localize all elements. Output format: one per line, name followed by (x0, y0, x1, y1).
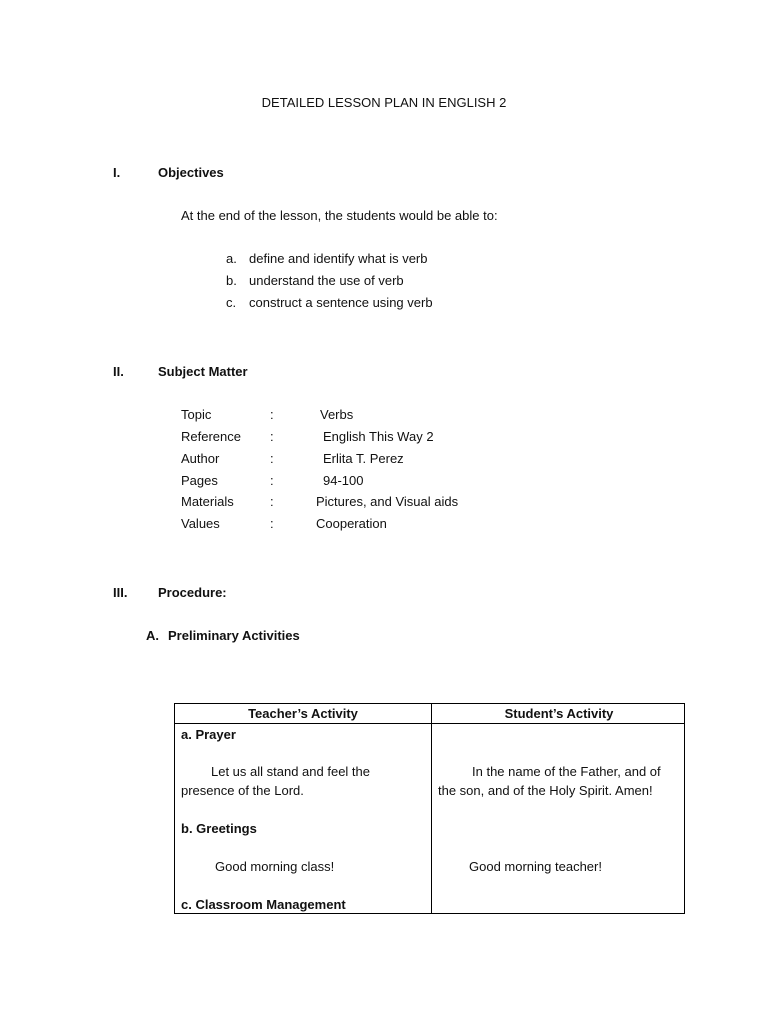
objective-letter: b. (226, 273, 237, 288)
student-prayer-line: In the name of the Father, and of (472, 764, 661, 779)
objectives-intro: At the end of the lesson, the students would be able to: (181, 208, 498, 223)
subject-label-author: Author (181, 451, 220, 466)
table-header-divider (175, 723, 684, 724)
subject-label-materials: Materials (181, 494, 234, 509)
subject-colon: : (270, 516, 274, 531)
section-numeral-subject-matter: II. (113, 364, 124, 379)
objective-letter: a. (226, 251, 237, 266)
teacher-classroom-management-heading: c. Classroom Management (181, 897, 346, 912)
subject-value-materials: Pictures, and Visual aids (316, 494, 459, 509)
section-heading-procedure: Procedure: (158, 585, 227, 600)
document-title: DETAILED LESSON PLAN IN ENGLISH 2 (261, 95, 507, 110)
objective-item: understand the use of verb (249, 273, 404, 288)
subject-colon: : (270, 429, 274, 444)
section-numeral-objectives: I. (113, 165, 121, 180)
subject-label-reference: Reference (181, 429, 241, 444)
subject-label-pages: Pages (181, 473, 218, 488)
subject-value-author: Erlita T. Perez (323, 451, 404, 466)
table-column-divider (431, 704, 432, 913)
teacher-greetings-heading: b. Greetings (181, 821, 257, 836)
teacher-prayer-heading: a. Prayer (181, 727, 236, 742)
subject-colon: : (270, 407, 274, 422)
subsection-letter: A. (146, 628, 159, 643)
subject-colon: : (270, 494, 274, 509)
subject-value-pages: 94-100 (323, 473, 364, 488)
activity-table (174, 703, 685, 914)
subsection-heading-preliminary-activities: Preliminary Activities (168, 628, 300, 643)
objective-item: construct a sentence using verb (249, 295, 433, 310)
teacher-prayer-line: presence of the Lord. (181, 783, 304, 798)
subject-label-topic: Topic (181, 407, 212, 422)
subject-value-reference: English This Way 2 (323, 429, 434, 444)
subject-label-values: Values (181, 516, 220, 531)
subject-value-values: Cooperation (316, 516, 387, 531)
subject-colon: : (270, 473, 274, 488)
teacher-prayer-line: Let us all stand and feel the (211, 764, 371, 779)
student-prayer-line: the son, and of the Holy Spirit. Amen! (438, 783, 653, 798)
objective-item: define and identify what is verb (249, 251, 428, 266)
section-heading-objectives: Objectives (158, 165, 224, 180)
section-heading-subject-matter: Subject Matter (158, 364, 248, 379)
teacher-greetings-text: Good morning class! (215, 859, 335, 874)
section-numeral-procedure: III. (113, 585, 128, 600)
subject-colon: : (270, 451, 274, 466)
table-header-student: Student’s Activity (504, 706, 614, 721)
table-header-teacher: Teacher’s Activity (248, 706, 358, 721)
objective-letter: c. (226, 295, 237, 310)
subject-value-topic: Verbs (320, 407, 354, 422)
student-greetings-text: Good morning teacher! (469, 859, 602, 874)
